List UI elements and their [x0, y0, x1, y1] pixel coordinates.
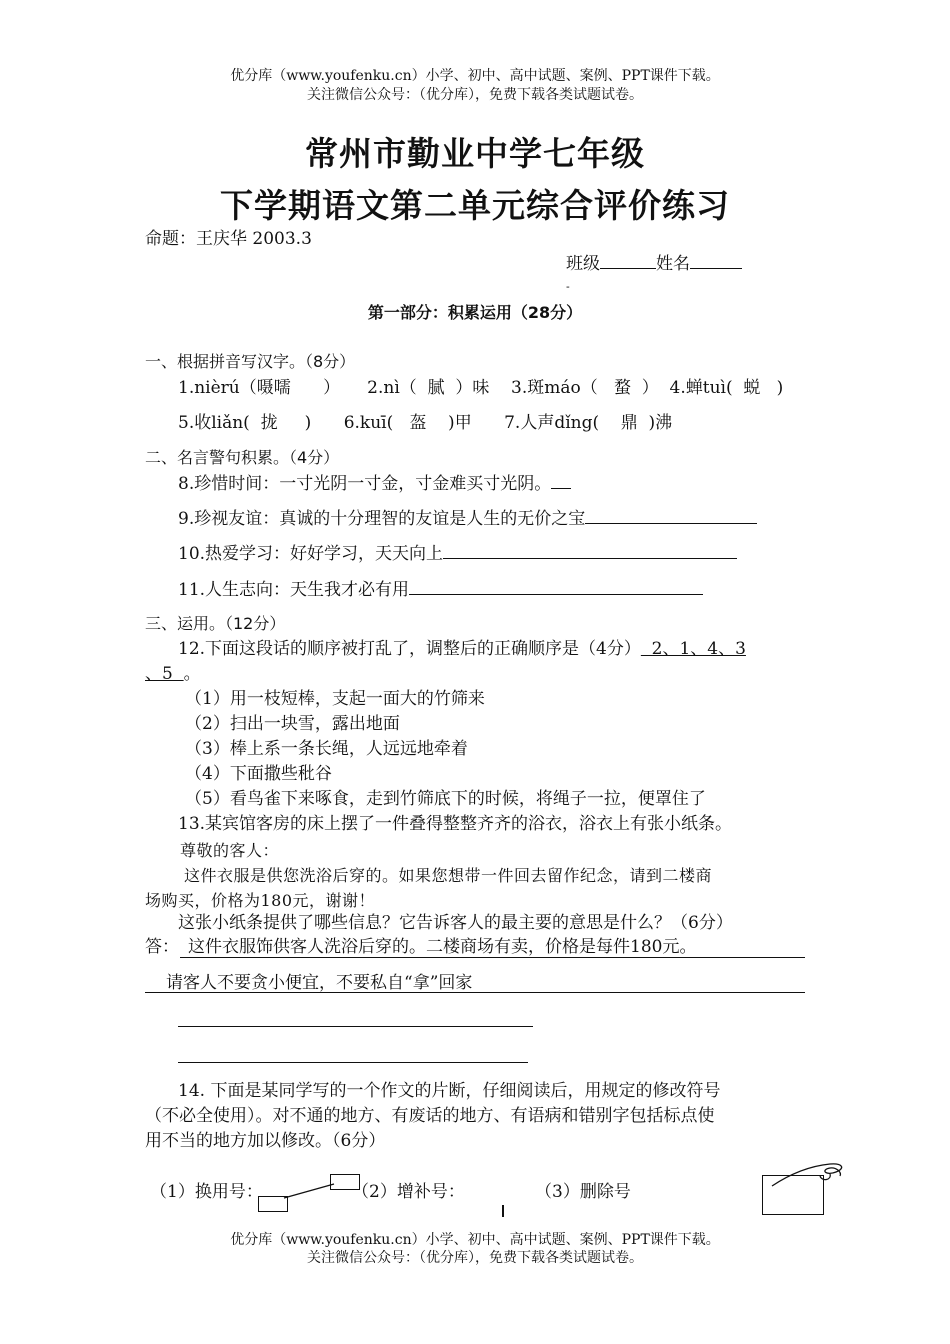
page-footer-line1: 优分库（www.youfenku.cn）小学、初中、高中试题、案例、PPT课件下载。 — [230, 1232, 720, 1248]
q11-text: 11.人生志向：天生我才必有用 — [178, 580, 410, 600]
page-footer-line2: 关注微信公众号：（优分库），免费下载各类试题试卷。 — [307, 1250, 643, 1266]
q10-text: 10.热爱学习：好好学习，天天向上 — [178, 544, 444, 564]
answer-label: 答： — [145, 937, 179, 957]
q10-blank[interactable] — [443, 542, 737, 559]
q12-item-2: （2）扫出一块雪，露出地面 — [185, 714, 400, 734]
symbol-delete-label: （3）删除号 — [535, 1182, 631, 1202]
author-line: 命题：王庆华 2003.3 — [145, 229, 312, 249]
part1-heading: 第一部分：积累运用（28分） — [367, 303, 583, 322]
q8 — [178, 472, 571, 495]
q11 — [178, 578, 703, 601]
q12-text: 12.下面这段话的顺序被打乱了，调整后的正确顺序是（4分） — [178, 639, 641, 659]
answer-line2: 请客人不要贪小便宜，不要私自“拿”回家 — [166, 973, 473, 993]
q12-item-1: （1）用一枝短棒，支起一面大的竹筛来 — [185, 689, 485, 709]
answer-line1: 这件衣服饰供客人洗浴后穿的。二楼商场有卖，价格是每件180元。 — [188, 937, 697, 957]
answer-underline-2 — [145, 992, 805, 993]
answer-blank-line-4[interactable] — [178, 1062, 528, 1063]
section1-row1: 1.nièrú（嗫嚅 ） 2.nì（ 腻 ）味 3.斑máo（ 蝥 ） 4.蝉tuì( 蜕 ) — [178, 378, 784, 398]
name-blank[interactable] — [690, 252, 742, 269]
q13-question: 这张小纸条提供了哪些信息？它告诉客人的最主要的意思是什么？（6分） — [178, 913, 733, 933]
name-label: 姓名 — [656, 254, 690, 274]
q9-text: 9.珍视友谊：真诚的十分理智的友谊是人生的无价之宝 — [178, 509, 586, 529]
section3-heading: 三、运用。（12分） — [145, 614, 286, 633]
note-line2: 场购买，价格为180元，谢谢！ — [145, 891, 376, 910]
stray-dash: - — [566, 280, 570, 293]
q12 — [178, 638, 746, 660]
q12-answer-part1: 2、1、4、3 — [640, 639, 746, 659]
q12-item-3: （3）棒上系一条长绳，人远远地牵着 — [185, 739, 468, 759]
student-info — [566, 252, 742, 275]
note-salutation: 尊敬的客人： — [180, 841, 280, 860]
q14-line3: 用不当的地方加以修改。（6分） — [145, 1131, 386, 1151]
q12-answer-part2: 、5 — [145, 664, 184, 684]
q12-item-5: （5）看鸟雀下来啄食，走到竹筛底下的时候，将绳子一拉，便罩住了 — [185, 789, 706, 809]
q9-blank[interactable] — [585, 507, 757, 524]
section2-heading: 二、名言警句积累。（4分） — [145, 448, 340, 467]
q11-blank[interactable] — [409, 578, 703, 595]
q10 — [178, 542, 737, 565]
title-line2: 下学期语文第二单元综合评价练习 — [220, 186, 730, 225]
section1-heading: 一、根据拼音写汉字。（8分） — [145, 352, 356, 371]
delete-symbol-loop — [770, 1160, 850, 1190]
page-header-line2: 关注微信公众号：（优分库），免费下载各类试题试卷。 — [307, 87, 643, 103]
q8-blank[interactable] — [551, 472, 571, 489]
q9 — [178, 507, 757, 530]
page-header-line1: 优分库（www.youfenku.cn）小学、初中、高中试题、案例、PPT课件下载。 — [230, 68, 720, 84]
symbol-replace-label: （1）换用号： — [150, 1182, 263, 1202]
answer-blank-line-3[interactable] — [178, 1026, 533, 1027]
q12-end: 。 — [183, 664, 201, 684]
section1-row2: 5.收liǎn( 拢 ) 6.kuī( 盔 )甲 7.人声dǐng( 鼎 )沸 — [178, 413, 673, 433]
class-blank[interactable] — [600, 252, 656, 269]
note-line1: 这件衣服是供您洗浴后穿的。如果您想带一件回去留作纪念，请到二楼商 — [184, 866, 713, 885]
insert-symbol-mark — [502, 1205, 504, 1217]
title-line1: 常州市勤业中学七年级 — [305, 134, 645, 173]
q14-line2: （不必全使用）。对不通的地方、有废话的地方、有语病和错别字包括标点使 — [145, 1106, 715, 1126]
q13-text: 13.某宾馆客房的床上摆了一件叠得整整齐齐的浴衣，浴衣上有张小纸条。 — [178, 814, 733, 834]
q12-continued — [145, 663, 201, 685]
symbol-insert-label: （2）增补号： — [352, 1182, 465, 1202]
q8-text: 8.珍惜时间：一寸光阴一寸金，寸金难买寸光阴。 — [178, 474, 552, 494]
q12-item-4: （4）下面撒些秕谷 — [185, 764, 332, 784]
q14-line1: 14. 下面是某同学写的一个作文的片断，仔细阅读后，用规定的修改符号 — [178, 1081, 721, 1101]
answer-underline-1 — [180, 957, 805, 958]
replace-symbol-connector — [280, 1180, 340, 1204]
class-label: 班级 — [566, 254, 600, 274]
